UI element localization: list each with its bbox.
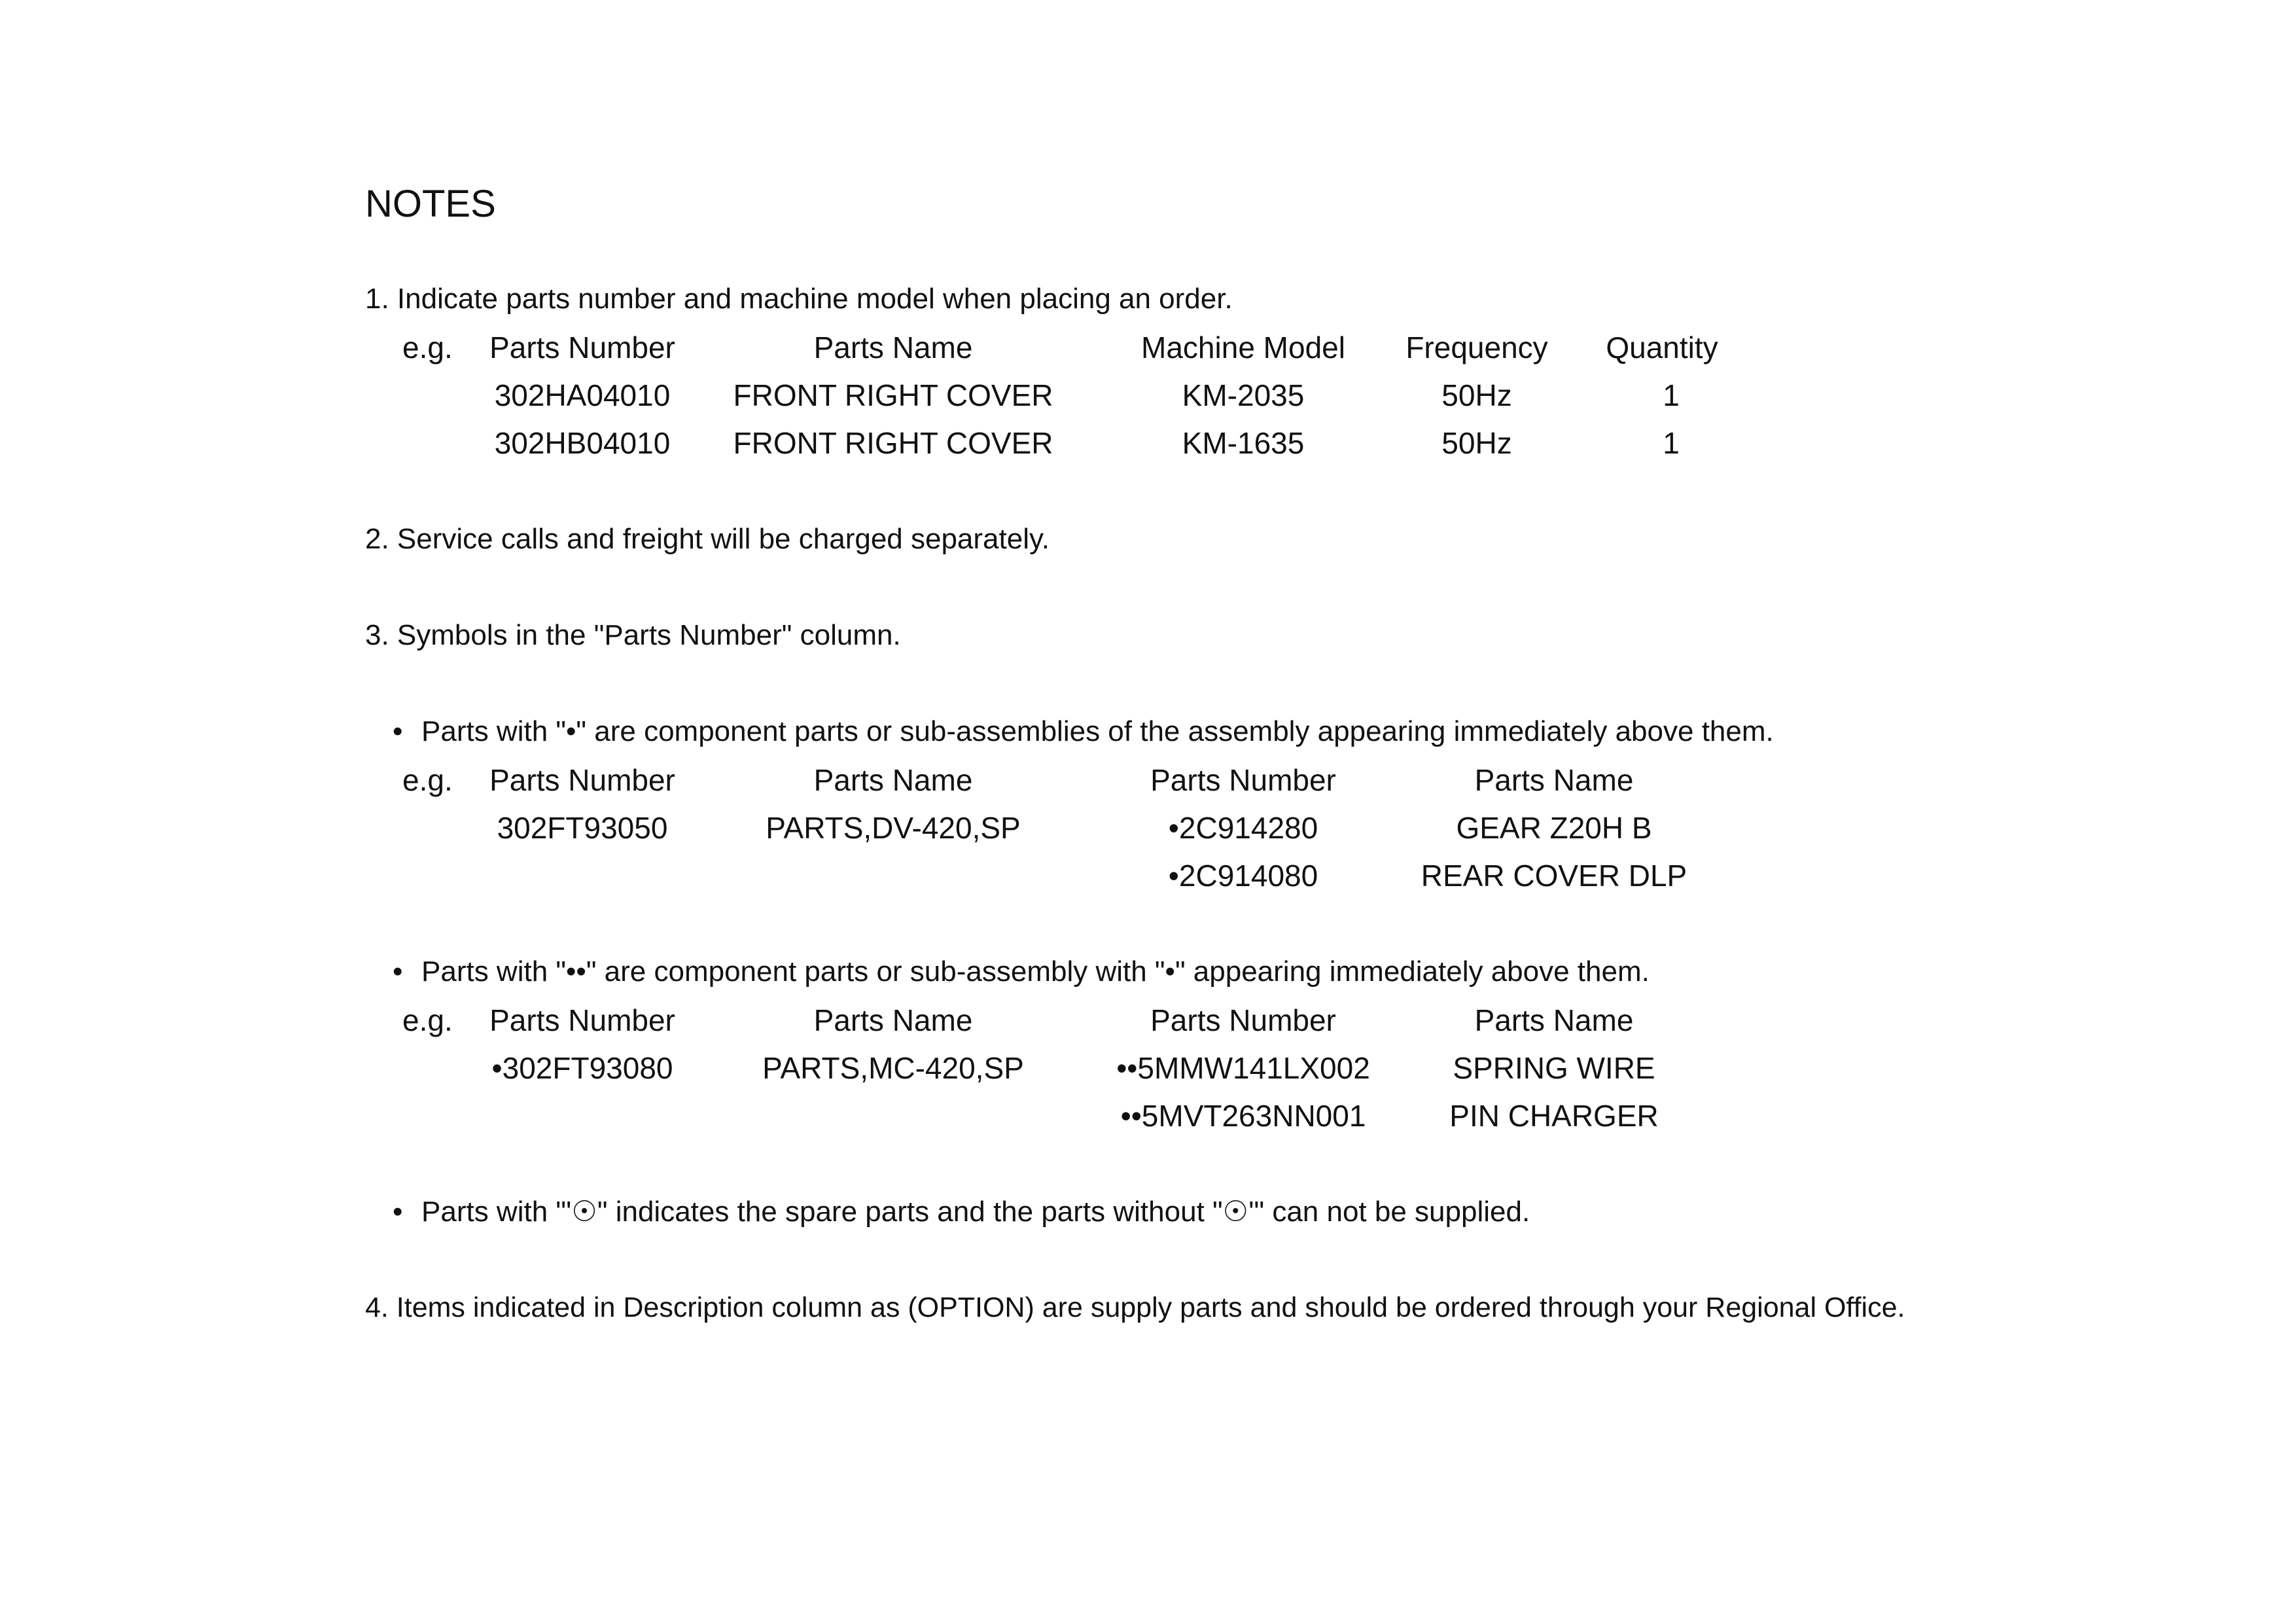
bullet-1-header-parts-number-1: Parts Number: [489, 763, 675, 797]
note-1-header-frequency: Frequency: [1405, 330, 1548, 365]
note-1-row-2-quantity: 1: [1663, 426, 1680, 460]
bullet-1-eg-label: e.g.: [402, 763, 453, 797]
note-1-row-1-quantity: 1: [1663, 378, 1680, 412]
bullet-2-component-1-name: SPRING WIRE: [1453, 1051, 1655, 1085]
bullet-2-assembly-number: •302FT93080: [491, 1051, 673, 1085]
bullet-2-eg-label: e.g.: [402, 1003, 453, 1037]
bullet-3: [393, 1194, 1530, 1230]
bullet-1-component-2-name: REAR COVER DLP: [1421, 859, 1687, 893]
note-1-row-2-parts-number: 302HB04010: [494, 426, 671, 460]
bullet-2-header-parts-number-2: Parts Number: [1150, 1003, 1336, 1037]
note-1-row-1-machine-model: KM-2035: [1182, 378, 1305, 412]
bullet-2-header-parts-name-2: Parts Name: [1474, 1003, 1634, 1037]
bullet-1-component-1-number: •2C914280: [1168, 811, 1318, 845]
note-1-row-1-parts-name: FRONT RIGHT COVER: [733, 378, 1053, 412]
note-1-text: 1. Indicate parts number and machine model when placing an order.: [365, 283, 1233, 315]
bullet-1-text: Parts with "•" are component parts or sub-assemblies of the assembly appearing immediately above them.: [421, 715, 1774, 747]
bullet-2-marker: •: [393, 955, 403, 988]
note-1-row-2-frequency: 50Hz: [1441, 426, 1512, 460]
note-1-header-quantity: Quantity: [1606, 330, 1718, 365]
note-1-header-machine-model: Machine Model: [1141, 330, 1345, 365]
bullet-2-text: Parts with "••" are component parts or sub-assembly with "•" appearing immediately above them.: [421, 955, 1650, 988]
bullet-2-assembly-name: PARTS,MC-420,SP: [762, 1051, 1024, 1085]
bullet-3-marker: •: [393, 1196, 403, 1228]
note-4-text: 4. Items indicated in Description column as (OPTION) are supply parts and should be ordered through your Regional Office.: [365, 1292, 1905, 1323]
bullet-2: [393, 954, 1650, 990]
page-title: NOTES: [365, 183, 496, 225]
note-1-header-parts-number: Parts Number: [489, 330, 675, 365]
note-1-eg-label: e.g.: [402, 330, 453, 365]
bullet-2-component-1-number: ••5MMW141LX002: [1116, 1051, 1370, 1085]
bullet-1-header-parts-name-1: Parts Name: [813, 763, 973, 797]
note-1-row-2-parts-name: FRONT RIGHT COVER: [733, 426, 1053, 460]
note-1-row-1-frequency: 50Hz: [1441, 378, 1512, 412]
bullet-1: [393, 714, 1774, 749]
bullet-2-header-parts-number-1: Parts Number: [489, 1003, 675, 1037]
bullet-2-header-parts-name-1: Parts Name: [813, 1003, 973, 1037]
bullet-1-header-parts-number-2: Parts Number: [1150, 763, 1336, 797]
note-1-header-parts-name: Parts Name: [813, 330, 973, 365]
note-1-row-2-machine-model: KM-1635: [1182, 426, 1305, 460]
bullet-1-marker: •: [393, 715, 403, 747]
bullet-3-text: Parts with "'☉" indicates the spare parts and the parts without "☉'" can not be supplied.: [421, 1196, 1530, 1228]
bullet-2-component-2-number: ••5MVT263NN001: [1120, 1099, 1366, 1133]
note-1-row-1-parts-number: 302HA04010: [494, 378, 671, 412]
note-3-text: 3. Symbols in the "Parts Number" column.: [365, 619, 901, 651]
bullet-1-header-parts-name-2: Parts Name: [1474, 763, 1634, 797]
bullet-2-component-2-name: PIN CHARGER: [1449, 1099, 1659, 1133]
bullet-1-component-2-number: •2C914080: [1168, 859, 1318, 893]
note-2-text: 2. Service calls and freight will be charged separately.: [365, 523, 1050, 555]
bullet-1-component-1-name: GEAR Z20H B: [1456, 811, 1652, 845]
bullet-1-assembly-name: PARTS,DV-420,SP: [766, 811, 1021, 845]
bullet-1-assembly-number: 302FT93050: [497, 811, 668, 845]
